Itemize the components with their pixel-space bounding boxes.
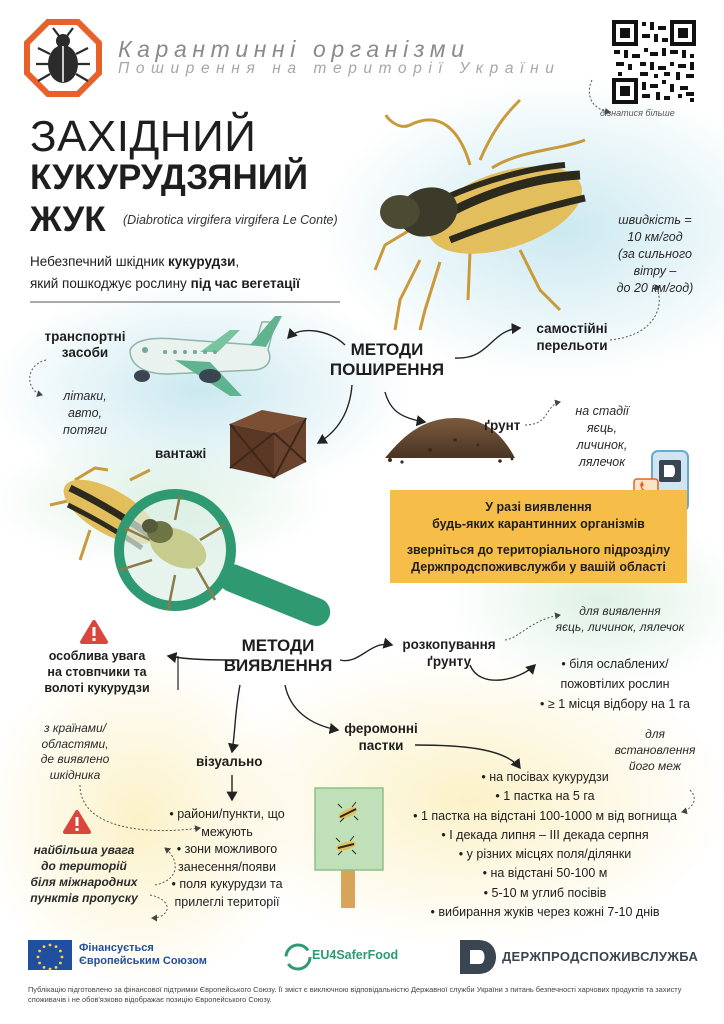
visual-bullet: • поля кукурудзи та — [171, 877, 283, 891]
flight-line: самостійні — [536, 321, 608, 336]
dig-bullet: • біля ослаблених/ — [561, 657, 669, 671]
speed-line: (за сильного — [618, 247, 692, 261]
alert-bottom — [390, 542, 687, 576]
pheromone-label — [338, 720, 424, 754]
qr-code-icon — [612, 20, 696, 104]
desc-text: Небезпечний шкідник — [30, 254, 169, 269]
pheromone-note-line: встановлення — [614, 743, 696, 757]
visual-bullet-text: райони/пункти, що — [177, 807, 285, 821]
soil-note-line: личинок, — [576, 438, 628, 452]
dig-bullet-text: ≥ 1 місця відбору на 1 га — [547, 697, 690, 711]
eu-flag-icon — [28, 940, 72, 970]
detection-heading-line: МЕТОДИ — [241, 636, 315, 655]
soil-label: ґрунт — [484, 418, 521, 433]
pheromone-item-text: вибирання жуків через кожні 7-10 днів — [438, 905, 660, 920]
visual-bullet: • зони можливого — [176, 842, 278, 856]
dig-bullet-text: біля ослаблених/ — [569, 657, 669, 671]
alert-line: будь-яких карантинних організмів — [432, 517, 645, 531]
pheromone-item-text: 1 пастка на 5 га — [503, 789, 595, 804]
desc-bold: під час вегетації — [190, 276, 300, 291]
description — [30, 251, 300, 295]
flight-line: перельоти — [536, 338, 608, 353]
flight-label — [522, 320, 622, 354]
visual-note-line: областями, — [41, 736, 109, 751]
alert-top — [390, 499, 687, 533]
alert-line: зверніться до територіального підрозділу — [406, 543, 671, 557]
ds-logo-icon — [460, 940, 496, 974]
pheromone-item: • І декада липня – ІІІ декада серпня — [441, 827, 649, 842]
visual-note-line: з країнами/ — [43, 721, 107, 735]
speed-line: 10 км/год — [627, 230, 683, 244]
visual-bullet-text: зони можливого — [184, 842, 278, 856]
speed-line: швидкість = — [618, 213, 692, 227]
attention-line: особлива увага — [48, 649, 146, 663]
transport-note-line: потяги — [63, 423, 107, 437]
pheromone-item: • 1 пастка на відстані 100-1000 м від вогнища — [413, 808, 677, 823]
cargo-label: вантажі — [155, 446, 207, 461]
desc-bold: кукурудзи — [168, 254, 236, 269]
transport-note — [50, 388, 120, 439]
pheromone-item: • 1 пастка на 5 га — [495, 789, 595, 804]
speed-line: вітру – — [633, 264, 677, 278]
pheromone-item: • вибирання жуків через кожні 7-10 днів — [430, 905, 660, 920]
pheromone-note — [600, 726, 710, 774]
visual-bullet-text: поля кукурудзи та — [179, 877, 283, 891]
visual-bullet-text: межують — [201, 824, 253, 839]
speed-line: до 20 км/год) — [616, 281, 694, 295]
alert-line: Держпродспоживслужби у вашій області — [411, 560, 666, 574]
visual-note-line: де виявлено — [40, 752, 110, 766]
footer-disclaimer: Публікацію підготовлено за фінансової підтримки Європейського Союзу. Її зміст є виключною відповідальністю Державної служби України з питань безпечності харчових продуктів та захисту споживачів і не обов'язково відображає позицію Європейського Союзу. — [28, 985, 682, 1004]
visual-bullet: • райони/пункти, що — [169, 807, 285, 821]
border-note-line: до територій — [41, 859, 127, 873]
pheromone-line: феромонні — [344, 721, 418, 736]
eu-funding-line: Європейським Союзом — [79, 955, 207, 967]
page-title-line1: ЗАХІДНИЙ — [30, 112, 257, 161]
attention-label — [34, 648, 160, 696]
transport-note-line: літаки, — [63, 389, 107, 403]
page-title-line3: ЖУК — [30, 200, 106, 239]
pheromone-item: • 5-10 м углиб посівів — [483, 885, 607, 900]
pheromone-item-text: на відстані 50-100 м — [490, 866, 608, 881]
beetle-logo-icon — [27, 22, 99, 94]
dig-line: розкопування — [402, 637, 496, 652]
border-note — [22, 842, 146, 906]
pheromone-item: • на відстані 50-100 м — [482, 866, 608, 881]
attention-line: волоті кукурудзи — [44, 681, 150, 695]
spread-heading-line: МЕТОДИ — [350, 340, 424, 359]
pheromone-list — [385, 768, 705, 922]
series-subtitle: Поширення на території України — [118, 60, 561, 77]
visual-bullet-text: прилеглі території — [174, 894, 280, 909]
visual-note — [30, 721, 120, 783]
warning-icon — [82, 622, 106, 642]
dig-note — [545, 603, 695, 635]
series-title: Карантинні організми — [118, 36, 470, 62]
dig-bullets — [520, 654, 710, 714]
dig-bullet: • ≥ 1 місця відбору на 1 га — [540, 697, 690, 711]
alert-line: У разі виявлення — [485, 500, 592, 514]
pheromone-item-text: у різних місцях поля/ділянки — [466, 847, 632, 862]
eu-funding-label — [79, 942, 207, 968]
ds-label: ДЕРЖПРОДСПОЖИВСЛУЖБА — [502, 949, 699, 964]
qr-caption: дізнатися більше — [600, 108, 675, 118]
dig-label — [394, 636, 504, 670]
pheromone-item-text: І декада липня – ІІІ декада серпня — [449, 827, 649, 842]
dig-note-line: для виявлення — [579, 604, 661, 618]
border-note-line: пунктів пропуску — [30, 891, 138, 905]
dig-line: ґрунту — [426, 654, 472, 669]
spread-heading-line: ПОШИРЕННЯ — [329, 360, 445, 379]
pheromone-item-text: 5-10 м углиб посівів — [491, 885, 607, 900]
soil-note-line: яєць, — [586, 421, 618, 435]
desc-text: який пошкоджує рослину — [30, 276, 191, 291]
transport-note-line: авто, — [67, 406, 103, 420]
eu4safer-label: EU4SaferFood — [312, 948, 399, 962]
pheromone-note-line: його меж — [628, 759, 682, 773]
page-title-line2: КУКУРУДЗЯНИЙ — [30, 158, 309, 197]
detection-heading — [208, 636, 348, 676]
visual-note-line: шкідника — [49, 767, 101, 782]
alert-box — [390, 490, 687, 583]
pheromone-note-line: для — [645, 727, 665, 741]
transport-line: транспортні — [44, 329, 126, 344]
pheromone-item-text: 1 пастка на відстані 100-1000 м від вогнища — [420, 808, 677, 823]
transport-line: засоби — [61, 345, 109, 360]
eu4safer-logo-icon — [286, 945, 310, 969]
border-note-line: найбільша увага — [33, 843, 135, 857]
speed-note — [596, 212, 714, 297]
visual-bullets — [148, 806, 306, 911]
border-note-line: біля міжнародних — [30, 875, 138, 889]
visual-label: візуально — [196, 754, 263, 769]
visual-bullet-text: занесення/появи — [178, 859, 276, 874]
pheromone-item: • на посівах кукурудзи — [481, 770, 609, 784]
pheromone-line: пастки — [358, 738, 404, 753]
transport-label — [30, 329, 140, 361]
pheromone-item: • у різних місцях поля/ділянки — [458, 847, 632, 862]
spread-heading — [322, 340, 452, 380]
desc-text: , — [235, 254, 240, 269]
dig-bullet-text: пожовтілих рослин — [560, 677, 670, 691]
soil-note-line: на стадії — [575, 404, 629, 418]
attention-line: на стовпчики та — [47, 665, 147, 679]
pheromone-item-text: на посівах кукурудзи — [489, 770, 609, 784]
latin-name: (Diabrotica virgifera virgifera Le Conte) — [123, 213, 338, 227]
soil-note-line: лялечок — [578, 455, 626, 469]
eu-funding-line: Фінансується — [79, 942, 154, 954]
soil-note — [562, 403, 642, 471]
detection-heading-line: ВИЯВЛЕННЯ — [223, 656, 333, 675]
dig-note-line: яєць, личинок, лялечок — [555, 620, 685, 634]
